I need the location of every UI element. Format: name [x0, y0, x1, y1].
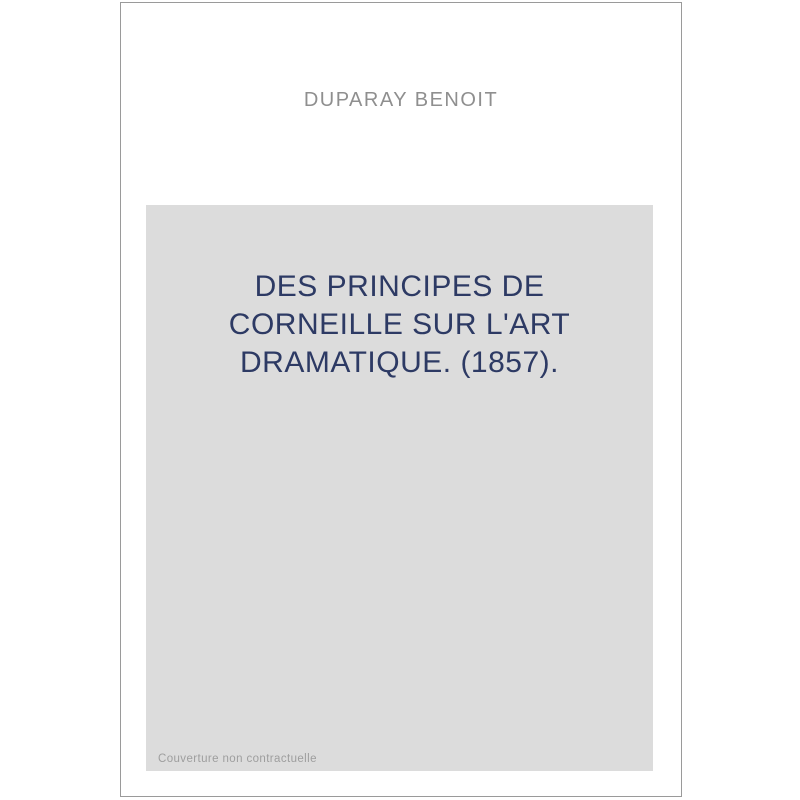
book-cover-page [120, 2, 682, 797]
book-title-line-1: DES PRINCIPES DE [254, 270, 545, 303]
cover-placeholder [146, 205, 653, 771]
cover-disclaimer: Couverture non contractuelle [158, 753, 317, 765]
author-name: DUPARAY BENOIT [303, 89, 499, 111]
book-title-line-3: DRAMATIQUE. (1857). [239, 346, 559, 379]
book-title-line-2: CORNEILLE SUR L'ART [228, 308, 571, 341]
book-title [146, 268, 653, 382]
